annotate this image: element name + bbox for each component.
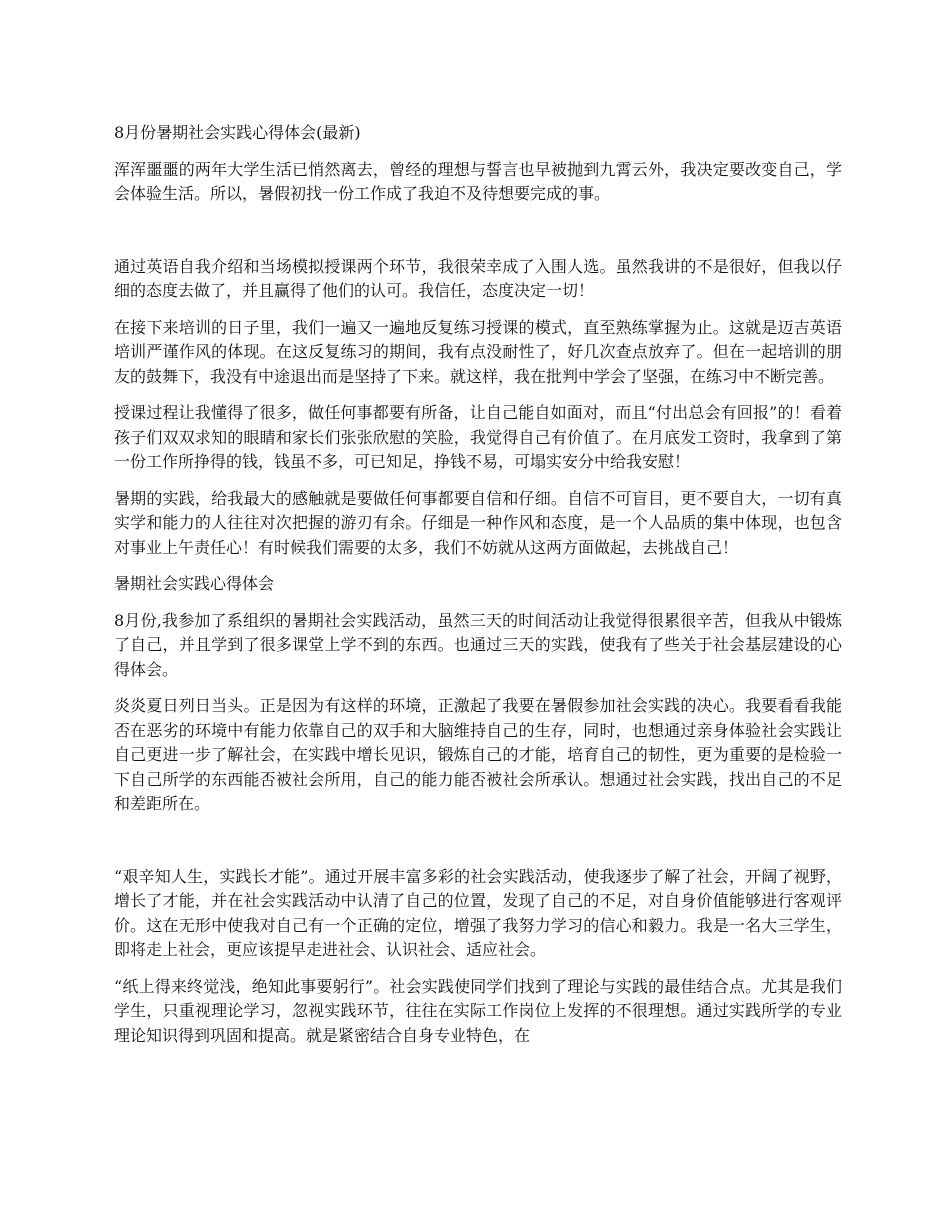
paragraph-2: 通过英语自我介绍和当场模拟授课两个环节，我很荣幸成了入围人选。虽然我讲的不是很好，但我以仔细的态度去做了，并且赢得了他们的认可。我信任，态度决定一切！ bbox=[114, 256, 842, 300]
document-title: 8月份暑期社会实践心得体会(最新) bbox=[114, 123, 361, 142]
section-heading: 暑期社会实践心得体会 bbox=[114, 574, 275, 593]
paragraph-gap bbox=[114, 219, 842, 255]
paragraph-3: 在接下来培训的日子里，我们一遍又一遍地反复练习授课的模式，直至熟练掌握为止。这就是迈吉英语培训严谨作风的体现。在这反复练习的期间，我有点没耐性了，好几次查点放弃了。但在一起培训的朋友的鼓舞下，我没有中途退出而是坚持了下来。就这样，我在批判中学会了坚强，在练习中不断完善。 bbox=[114, 317, 842, 386]
paragraph-4: 授课过程让我懂得了很多，做任何事都要有所备，让自己能自如面对，而且“付出总会有回报”的！看着孩子们双双求知的眼睛和家长们张张欣慰的笑脸，我觉得自己有价值了。在月底发工资时，我拿到了第一份工作所挣得的钱，钱虽不多，可已知足，挣钱不易，可塌实安分中给我安慰！ bbox=[114, 403, 842, 471]
paragraph-9: “纸上得来终觉浅，绝知此事要躬行”。社会实践使同学们找到了理论与实践的最佳结合点。尤其是我们学生，只重视理论学习，忽视实践环节，往往在实际工作岗位上发挥的不很理想。通过实践所学的专业理论知识得到巩固和提高。就是紧密结合自身专业特色，在 bbox=[114, 976, 842, 1045]
paragraph-7: 炎炎夏日列日当头。正是因为有这样的环境，正激起了我要在暑假参加社会实践的决心。我要看看我能否在恶劣的环境中有能力依靠自己的双手和大脑维持自己的生存，同时，也想通过亲身体验社会实践让自己更进一步了解社会，在实践中增长见识，锻炼自己的才能，培育自己的韧性，更为重要的是检验一下自己所学的东西能否被社会所用，自己的能力能否被社会所承认。想通过社会实践，找出自己的不足和差距所在。 bbox=[114, 696, 842, 813]
paragraph-5: 暑期的实践，给我最大的感触就是要做任何事都要自信和仔细。自信不可盲目，更不要自大，一切有真实学和能力的人往往对次把握的游刃有余。仔细是一种作风和态度，是一个人品质的集中体现，也包含对事业上午责任心！有时候我们需要的太多，我们不妨就从这两方面做起，去挑战自己！ bbox=[114, 488, 842, 557]
document-body bbox=[114, 121, 842, 1060]
paragraph-1: 浑浑噩噩的两年大学生活已悄然离去，曾经的理想与誓言也早被抛到九霄云外，我决定要改变自己，学会体验生活。所以，暑假初找一份工作成了我迫不及待想要完成的事。 bbox=[114, 159, 842, 203]
paragraph-gap bbox=[114, 829, 842, 865]
paragraph-8: “艰辛知人生，实践长才能”。通过开展丰富多彩的社会实践活动，使我逐步了解了社会，开阔了视野，增长了才能，并在社会实践活动中认清了自己的位置，发现了自己的不足，对自身价值能够进行客观评价。这在无形中使我对自己有一个正确的定位，增强了我努力学习的信心和毅力。我是一名大三学生，即将走上社会，更应该提早走进社会、认识社会、适应社会。 bbox=[114, 866, 842, 959]
paragraph-6: 8月份,我参加了系组织的暑期社会实践活动，虽然三天的时间活动让我觉得很累很辛苦，但我从中锻炼了自己，并且学到了很多课堂上学不到的东西。也通过三天的实践，使我有了些关于社会基层建设的心得体会。 bbox=[114, 610, 842, 679]
